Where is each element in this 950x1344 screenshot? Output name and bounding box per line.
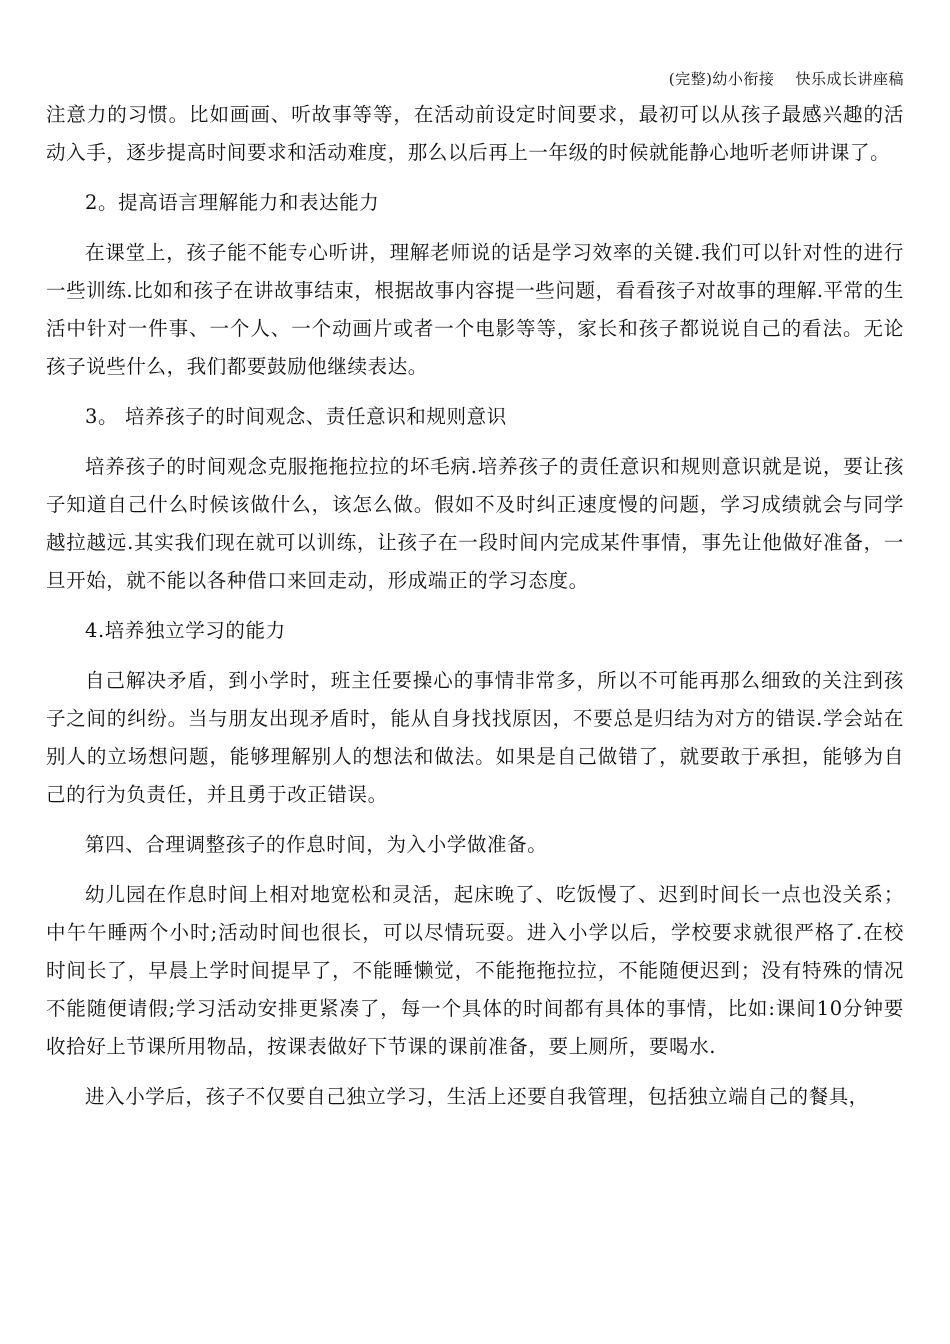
section-heading-2: 2。提高语言理解能力和表达能力 bbox=[85, 191, 380, 214]
paragraph: 幼儿园在作息时间上相对地宽松和灵活，起床晚了、吃饭慢了、迟到时间长一点也没关系；中午午睡两个小时;活动时间也很长，可以尽情玩耍。进入小学以后，学校要求就很严格了.在校时间长了，早晨上学时间提早了，不能睡懒觉，不能拖拖拉拉，不能随便迟到；没有特殊的情况不能随便请假;学习活动安排更紧凑了，每一个具体的时间都有具体的事情，比如:课间10分钟要收拾好上节课所用物品，按课表做好下节课的课前准备，要上厕所，要喝水. bbox=[46, 883, 904, 1058]
document-body bbox=[46, 96, 904, 1128]
paragraph: 自己解决矛盾，到小学时，班主任要操心的事情非常多，所以不可能再那么细致的关注到孩子之间的纠纷。当与朋友出现矛盾时，能从自身找找原因，不要总是归结为对方的错误.学会站在别人的立场想问题，能够理解别人的想法和做法。如果是自己做错了，就要敢于承担，能够为自己的行为负责任，并且勇于改正错误。 bbox=[46, 669, 904, 806]
section-heading-4: 4.培养独立学习的能力 bbox=[85, 619, 286, 642]
paragraph: 进入小学后，孩子不仅要自己独立学习，生活上还要自我管理，包括独立端自己的餐具， bbox=[85, 1085, 869, 1108]
page-header: (完整)幼小衔接 快乐成长讲座稿 bbox=[668, 70, 904, 88]
paragraph: 培养孩子的时间观念克服拖拖拉拉的坏毛病.培养孩子的责任意识和规则意识就是说，要让孩子知道自己什么时候该做什么，该怎么做。假如不及时纠正速度慢的问题，学习成绩就会与同学越拉越远.其实我们现在就可以训练，让孩子在一段时间内完成某件事情，事先让他做好准备，一旦开始，就不能以各种借口来回走动，形成端正的学习态度。 bbox=[46, 455, 904, 592]
paragraph-continuation: 注意力的习惯。比如画画、听故事等等，在活动前设定时间要求，最初可以从孩子最感兴趣的活动入手，逐步提高时间要求和活动难度，那么以后再上一年级的时候就能静心地听老师讲课了。 bbox=[46, 103, 904, 164]
paragraph: 在课堂上，孩子能不能专心听讲，理解老师说的话是学习效率的关键.我们可以针对性的进行一些训练.比如和孩子在讲故事结束，根据故事内容提一些问题，看看孩子对故事的理解.平常的生活中针对一件事、一个人、一个动画片或者一个电影等等，家长和孩子都说说自己的看法。无论孩子说些什么，我们都要鼓励他继续表达。 bbox=[46, 241, 904, 378]
section-heading-part-four: 第四、合理调整孩子的作息时间，为入小学做准备。 bbox=[85, 833, 548, 856]
section-heading-3: 3。 培养孩子的时间观念、责任意识和规则意识 bbox=[85, 405, 507, 428]
